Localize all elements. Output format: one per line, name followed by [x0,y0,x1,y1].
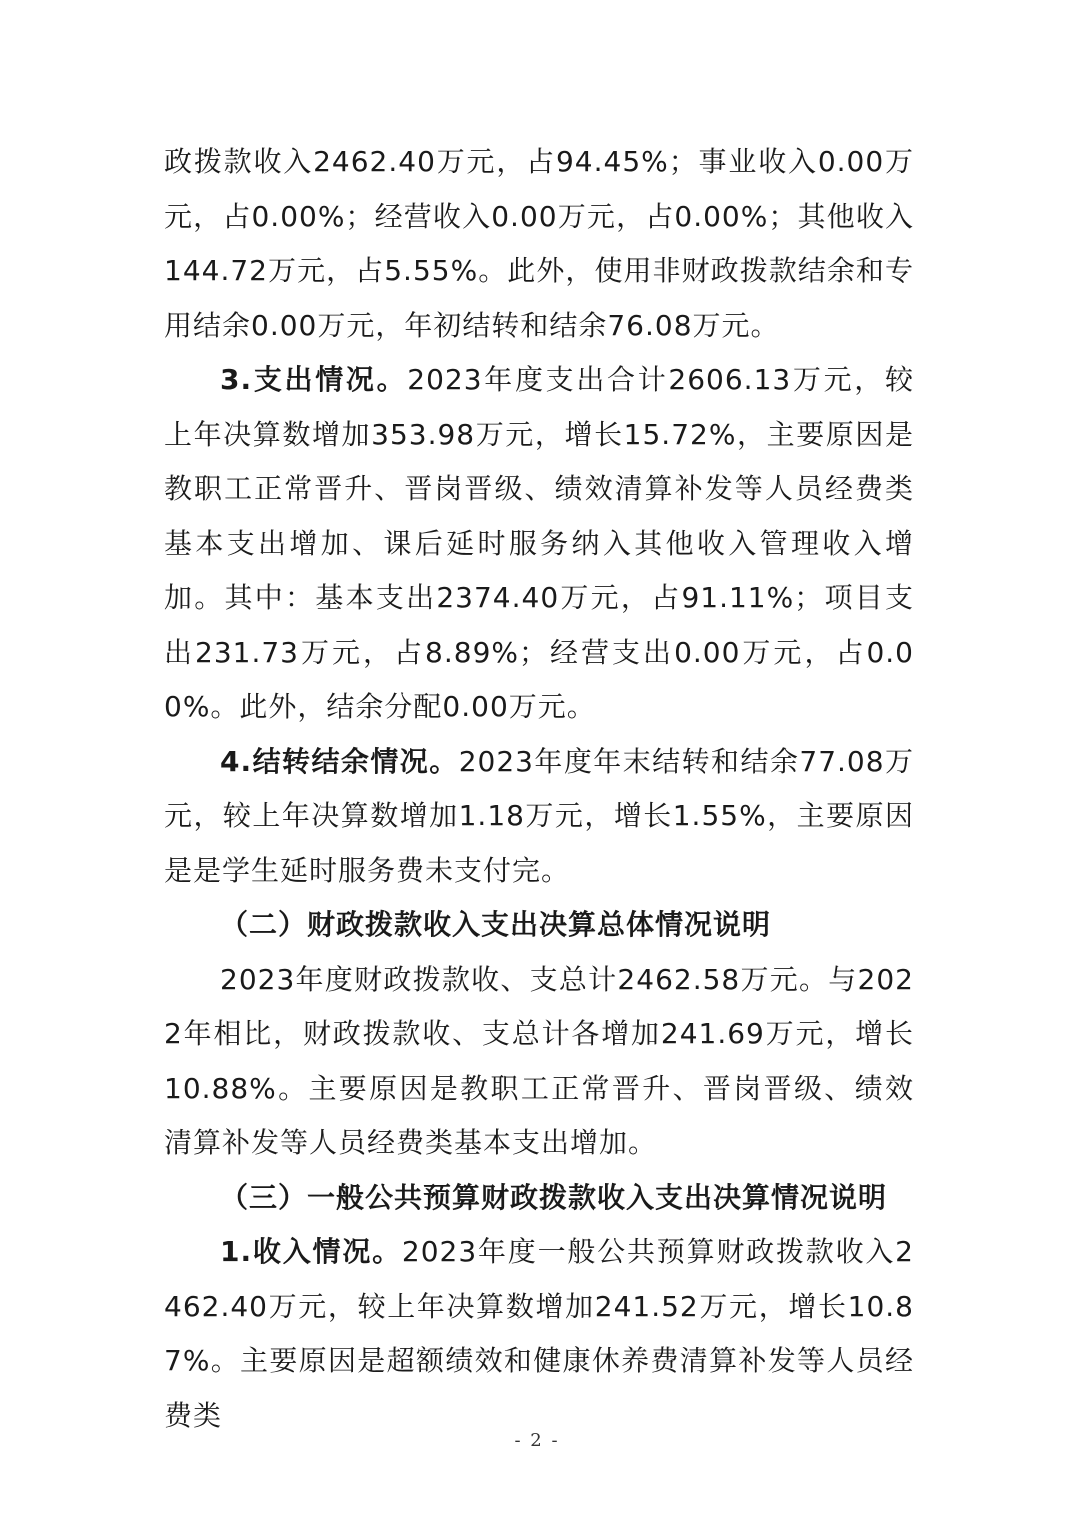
paragraph-balance-lead: 4.结转结余情况。 [220,744,459,778]
paragraph-fiscal-summary: 2023年度财政拨款收、支总计2462.58万元。与2022年相比，财政拨款收、支总计各增加241.69万元，增长10.88%。主要原因是教职工正常晋升、晋岗晋级、绩效清算补发等人员经费类基本支出增加。 [164,962,914,1159]
section-heading-3: （三）一般公共预算财政拨款收入支出决算情况说明 [220,1180,888,1214]
paragraph-expenditure-body: 2023年度支出合计2606.13万元，较上年决算数增加353.98万元，增长15.72%，主要原因是教职工正常晋升、晋岗晋级、绩效清算补发等人员经费类基本支出增加、课后延时服务纳入其他收入管理收入增加。其中：基本支出2374.40万元，占91.11%；项目支出231.73万元，占8.89%；经营支出0.00万元，占0.00%。此外，结余分配0.00万元。 [164,363,914,723]
paragraph-balance [164,735,914,899]
section-heading-2: （二）财政拨款收入支出决算总体情况说明 [220,908,772,941]
paragraph-expenditure [164,353,914,735]
paragraph-general-budget-income [164,1225,914,1443]
paragraph-income-continued: 政拨款收入2462.40万元，占94.45%；事业收入0.00万元，占0.00%；经营收入0.00万元，占0.00%；其他收入144.72万元，占5.55%。此外，使用非财政拨款结余和专用结余0.00万元，年初结转和结余76.08万元。 [164,145,914,342]
paragraph-general-budget-income-body: 2023年度一般公共预算财政拨款收入2462.40万元，较上年决算数增加241.52万元，增长10.87%。主要原因是超额绩效和健康休养费清算补发等人员经费类 [164,1235,914,1432]
paragraph-general-budget-income-lead: 1.收入情况。 [220,1235,402,1268]
page-number: - 2 - [514,1430,560,1451]
paragraph-expenditure-lead: 3.支出情况。 [220,363,408,396]
paragraph-balance-body: 2023年度年末结转和结余77.08万元，较上年决算数增加1.18万元，增长1.55%，主要原因是是学生延时服务费未支付完。 [164,744,914,887]
document-body [164,135,914,1443]
